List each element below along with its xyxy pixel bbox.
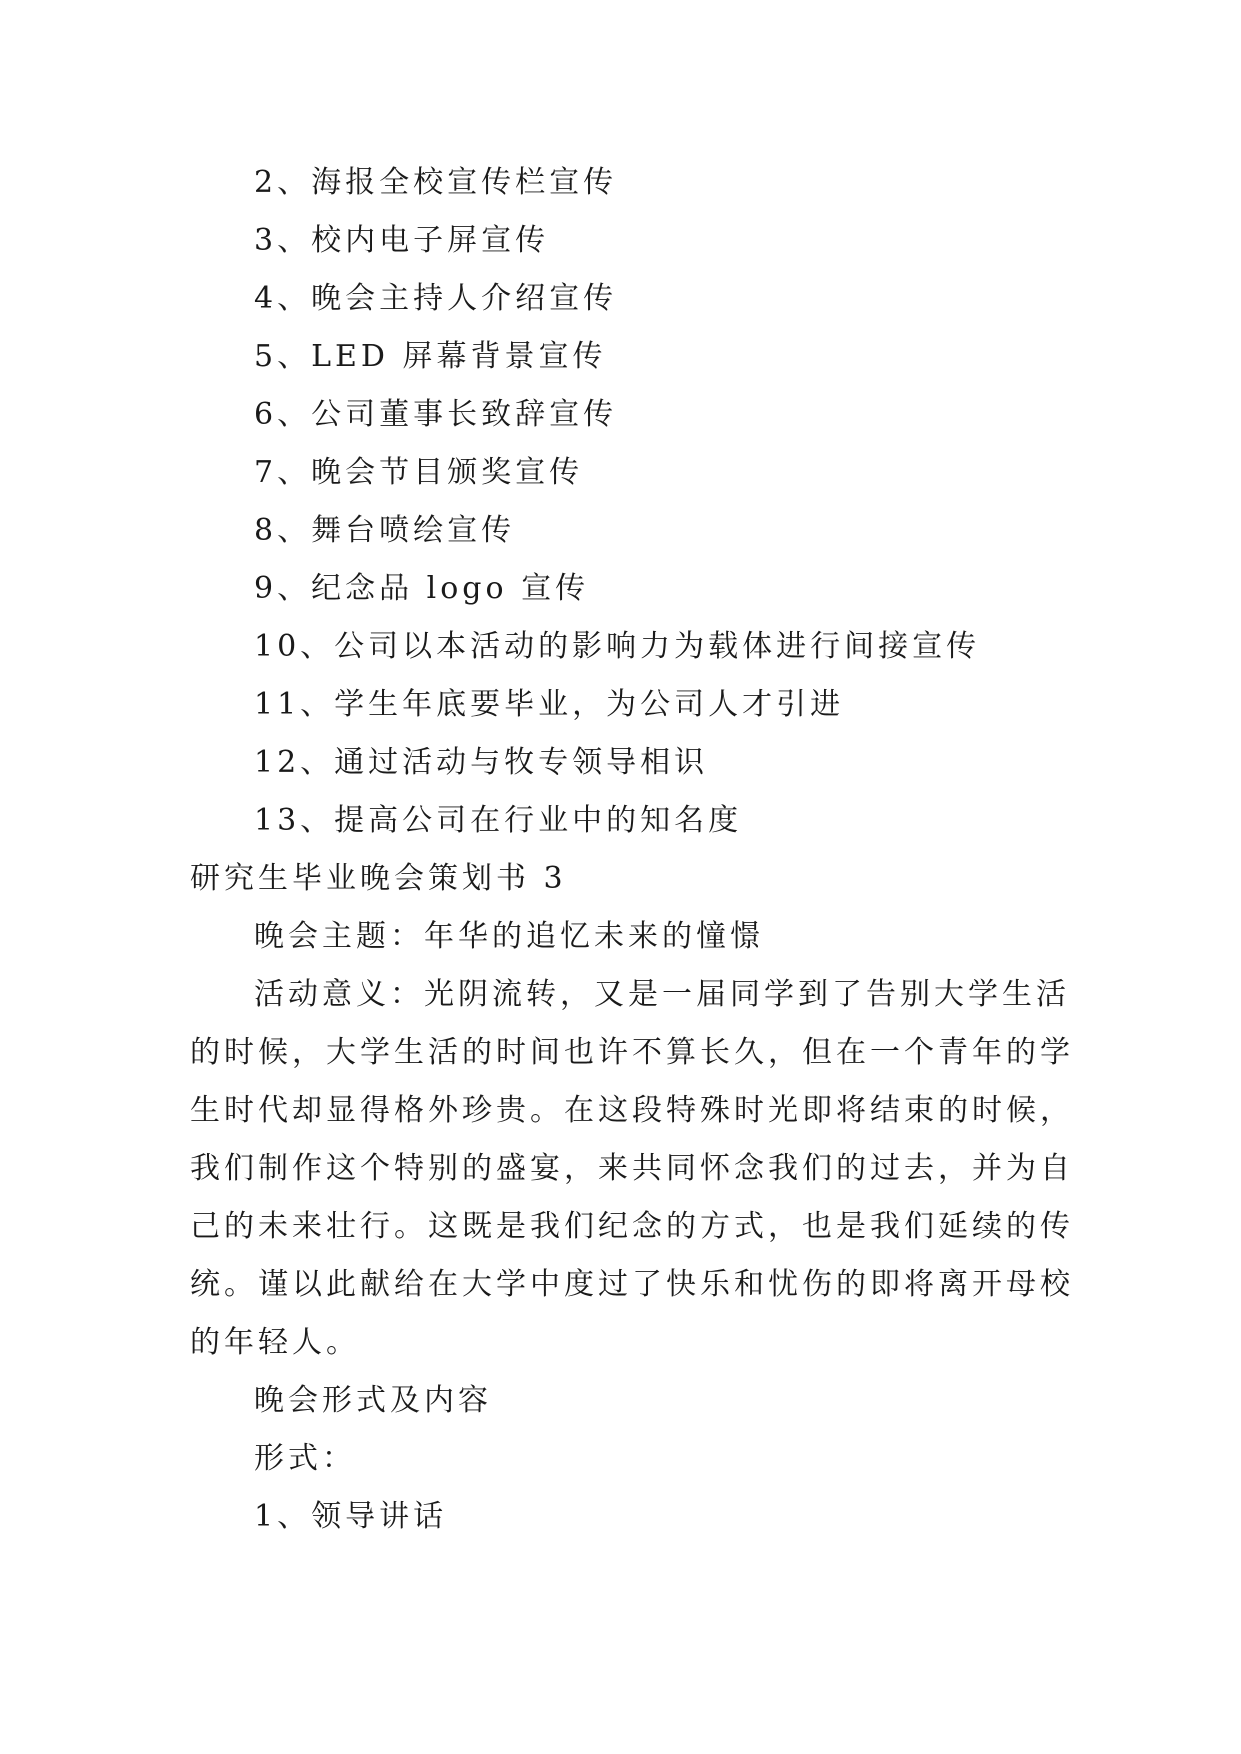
list-item: 7、晚会节目颁奖宣传 [254,455,584,490]
list-item: 9、纪念品 logo 宣传 [254,571,590,606]
significance-line: 的时候，大学生活的时间也许不算长久，但在一个青年的学 [190,1035,1074,1070]
list-item: 3、校内电子屏宣传 [254,223,550,258]
significance-line: 的年轻人。 [190,1325,360,1360]
list-item: 12、通过活动与牧专领导相识 [254,745,709,780]
list-item: 4、晚会主持人介绍宣传 [254,281,618,316]
form-item: 1、领导讲话 [254,1499,448,1534]
theme-line: 晚会主题：年华的追忆未来的憧憬 [254,919,764,954]
significance-line: 己的未来壮行。这既是我们纪念的方式，也是我们延续的传 [190,1209,1074,1244]
list-item: 2、海报全校宣传栏宣传 [254,165,618,200]
list-item: 8、舞台喷绘宣传 [254,513,516,548]
list-item: 10、公司以本活动的影响力为载体进行间接宣传 [254,629,981,664]
list-item: 13、提高公司在行业中的知名度 [254,803,743,838]
section-title: 研究生毕业晚会策划书 3 [190,861,567,896]
list-item: 6、公司董事长致辞宣传 [254,397,618,432]
form-label: 形式： [254,1441,356,1476]
list-item: 5、LED 屏幕背景宣传 [254,339,607,374]
significance-line: 活动意义：光阴流转，又是一届同学到了告别大学生活 [254,977,1070,1012]
significance-line: 我们制作这个特别的盛宴，来共同怀念我们的过去，并为自 [190,1151,1074,1186]
form-heading: 晚会形式及内容 [254,1383,492,1418]
significance-line: 生时代却显得格外珍贵。在这段特殊时光即将结束的时候， [190,1093,1074,1128]
significance-line: 统。谨以此献给在大学中度过了快乐和忧伤的即将离开母校 [190,1267,1074,1302]
list-item: 11、学生年底要毕业，为公司人才引进 [254,687,845,722]
